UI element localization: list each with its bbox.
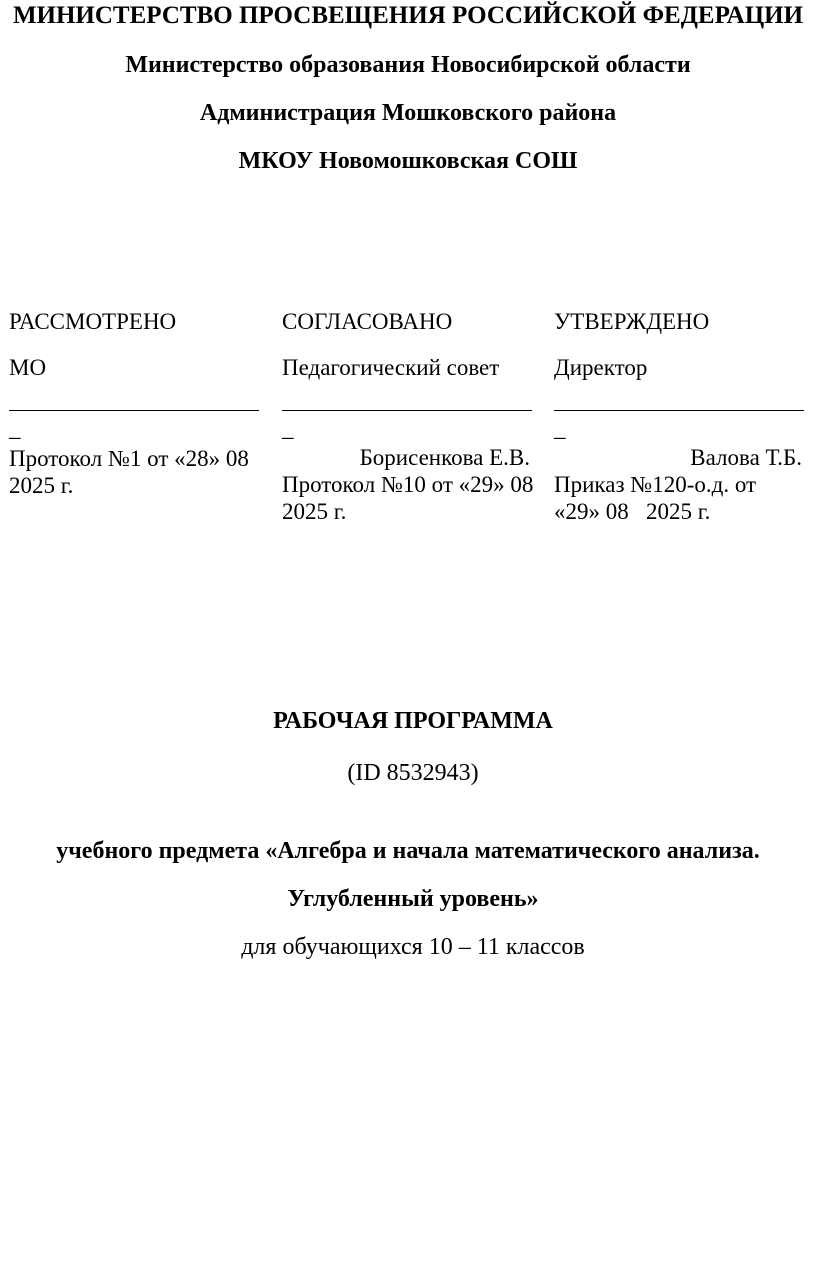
approval-body: Директор xyxy=(554,355,648,380)
signature-line xyxy=(554,402,804,411)
signature-dash: _ xyxy=(9,416,21,441)
signature-dash: _ xyxy=(554,416,566,441)
school-heading: МКОУ Новомошковская СОШ xyxy=(238,148,578,174)
program-id: (ID 8532943) xyxy=(347,760,479,786)
subject-line-2: Углубленный уровень» xyxy=(287,886,539,912)
approval-body: МО xyxy=(9,355,47,380)
subject-line-1: учебного предмета «Алгебра и начала математического анализа. xyxy=(56,838,760,864)
approval-block-reviewed xyxy=(9,308,261,499)
administration-heading: Администрация Мошковского района xyxy=(199,100,617,126)
signature-dash: _ xyxy=(282,416,294,441)
approval-status: УТВЕРЖДЕНО xyxy=(554,309,710,334)
signature-line xyxy=(9,402,259,411)
ministry-federal-heading: МИНИСТЕРСТВО ПРОСВЕЩЕНИЯ РОССИЙСКОЙ ФЕДЕРАЦИИ xyxy=(12,2,804,29)
approval-block-approved xyxy=(554,308,806,525)
approval-body: Педагогический совет xyxy=(282,355,500,380)
approval-protocol: Приказ №120-о.д. от «29» 08 2025 г. xyxy=(554,472,762,524)
approval-protocol: Протокол №1 от «28» 08 2025 г. xyxy=(9,446,249,498)
approval-status: РАССМОТРЕНО xyxy=(9,309,177,334)
approval-protocol: Протокол №10 от «29» 08 2025 г. xyxy=(282,472,534,524)
approval-status: СОГЛАСОВАНО xyxy=(282,309,453,334)
signature-line xyxy=(282,402,532,411)
approval-signer: Валова Т.Б. xyxy=(690,445,802,470)
approval-signer: Борисенкова Е.В. xyxy=(359,445,530,470)
program-title: РАБОЧАЯ ПРОГРАММА xyxy=(273,708,553,734)
approval-block-agreed xyxy=(282,308,534,525)
ministry-regional-heading: Министерство образования Новосибирской области xyxy=(125,52,691,78)
audience-line: для обучающихся 10 – 11 классов xyxy=(241,934,585,960)
